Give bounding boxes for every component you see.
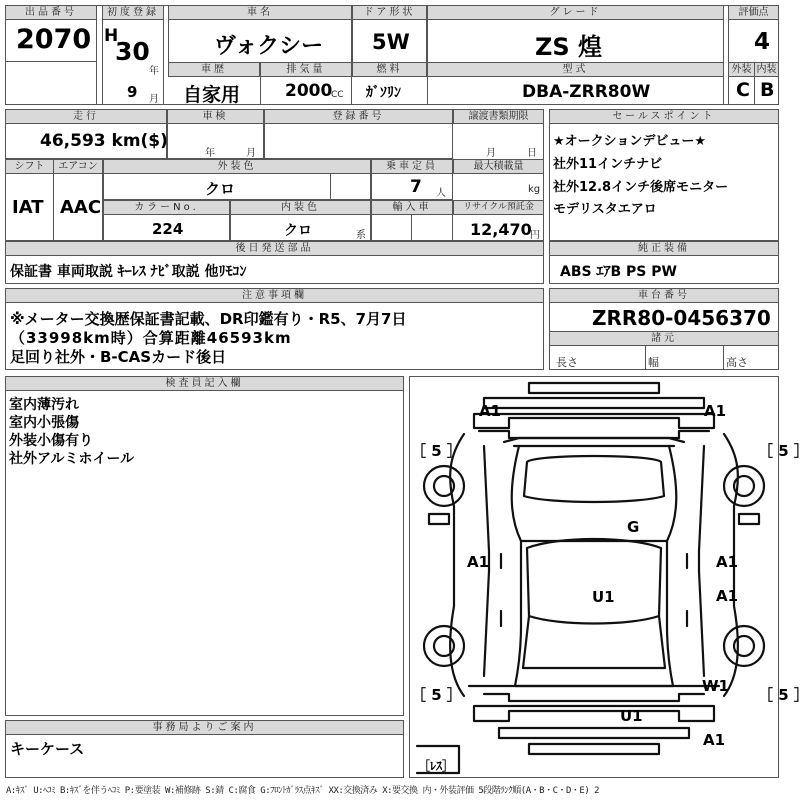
reg-year: 30 <box>115 37 150 66</box>
fuel-value: ｶﾞｿﾘﾝ <box>366 85 401 101</box>
history-value: 自家用 <box>183 84 241 106</box>
door-header: ドア形状 <box>352 5 427 20</box>
recycle-unit: 円 <box>530 230 540 241</box>
ext-color-divider <box>330 173 331 200</box>
model-header: 型式 <box>427 62 724 77</box>
sales-point-item: 社外12.8インチ後席モニター <box>553 180 729 195</box>
legend: A:ｷｽﾞ U:ﾍｺﾐ B:ｷｽﾞを伴うﾍｺﾐ P:要塗装 W:補修跡 S:錆 C:腐食 G:ﾌﾛﾝﾄｶﾞﾗｽ点ｷｽﾞ XX:交換済み X:要交換 内・外装評価 5段階ﾗﾝｸ順(A・B・C・D・E) 2 <box>6 786 600 796</box>
grade-name: ZS 煌 <box>535 33 603 61</box>
lot-number: 2070 <box>16 24 92 55</box>
int-color-value: クロ <box>284 223 312 239</box>
year-unit: 年 <box>149 66 159 77</box>
color-no-header: カラーNo. <box>103 200 230 215</box>
transfer-day-unit: 日 <box>527 148 537 159</box>
displacement-header: 排気量 <box>260 62 352 77</box>
dims-divider <box>645 345 646 370</box>
mark-a1-rear-bumper: A1 <box>703 731 726 749</box>
later-parts-header: 後日発送部品 <box>5 241 544 256</box>
insp-year-unit: 年 <box>205 148 215 159</box>
ext-color-header: 外装色 <box>103 159 371 174</box>
mark-a1-front-right: A1 <box>704 402 727 420</box>
notes-line: （33998km時）合算距離46593km <box>10 329 292 347</box>
recycle-value: 12,470 <box>470 220 532 239</box>
sales-point-item: 社外11インチナビ <box>553 157 663 172</box>
load-unit: kg <box>528 184 541 195</box>
sales-point-item: モデリスタエアロ <box>553 202 657 217</box>
ext-grade-header: 外装 <box>728 62 755 77</box>
mark-tire-rear-left: ［ 5 ］ <box>411 686 462 704</box>
regno-cell <box>264 123 453 159</box>
first-reg-header: 初度登録 <box>102 5 164 20</box>
width-label: 幅 <box>648 356 659 369</box>
reg-month: 9 <box>127 83 138 101</box>
transfer-header: 譲渡書類期限 <box>453 109 544 124</box>
chassis-number: ZRR80-0456370 <box>592 306 771 330</box>
office-text: キーケース <box>10 740 85 758</box>
mark-w1-right-rear: W1 <box>702 677 729 695</box>
inspection-header: 車検 <box>167 109 264 124</box>
mileage-header: 走行 <box>5 109 167 124</box>
office-header: 事務局よりご案内 <box>5 720 404 735</box>
mark-tire-rear-right: ［ 5 ］ <box>758 686 809 704</box>
load-header: 最大積載量 <box>453 159 544 174</box>
shift-value: IAT <box>12 197 44 218</box>
notes-line: ※メーター交換歴保証書記載、DR印鑑有り・R5、7月7日 <box>10 310 407 328</box>
car-diagram <box>409 376 779 778</box>
era-letter: H <box>104 26 119 46</box>
notes-line: 足回り社外・B-CASカード後日 <box>10 348 227 366</box>
lot-header: 出品番号 <box>5 5 97 20</box>
dims-divider <box>723 345 724 370</box>
height-label: 高さ <box>726 356 748 369</box>
recycle-header: リサイクル預託金 <box>453 200 544 215</box>
model-value: DBA-ZRR80W <box>522 82 651 102</box>
fuel-header: 燃料 <box>352 62 427 77</box>
inspector-line: 室内薄汚れ <box>9 397 79 413</box>
import-divider <box>411 214 412 241</box>
mileage-value: 46,593 km($) <box>40 131 168 151</box>
mark-a1-left-door: A1 <box>467 553 490 571</box>
ext-color-value: クロ <box>205 180 236 198</box>
inspector-header: 検査員記入欄 <box>5 376 404 391</box>
mark-a1-right-door-front: A1 <box>716 553 739 571</box>
genuine-header: 純正装備 <box>549 241 779 256</box>
int-grade-header: 内装 <box>754 62 779 77</box>
length-label: 長さ <box>556 356 578 369</box>
later-parts-text: 保証書 車両取説 ｷｰﾚｽ ﾅﾋﾞ取説 他ﾘﾓｺﾝ <box>10 264 247 280</box>
import-cell <box>371 214 453 241</box>
transfer-month-unit: 月 <box>486 148 496 159</box>
capacity-unit: 人 <box>436 188 446 199</box>
inspector-line: 外装小傷有り <box>9 433 93 449</box>
ac-value: AAC <box>60 197 102 218</box>
mark-tire-front-left: ［ 5 ］ <box>411 442 462 460</box>
import-header: 輸入車 <box>371 200 453 215</box>
capacity-header: 乗車定員 <box>371 159 453 174</box>
displacement-value: 2000 <box>285 81 333 101</box>
int-color-unit: 系 <box>356 230 366 241</box>
score-header: 評価点 <box>728 5 779 20</box>
car-name: ヴォクシー <box>214 34 324 59</box>
mark-g-windshield: G <box>627 518 640 536</box>
capacity-value: 7 <box>410 177 422 197</box>
displacement-unit: CC <box>331 90 344 100</box>
month-unit: 月 <box>149 94 159 105</box>
door-type: 5W <box>372 30 410 54</box>
regno-header: 登録番号 <box>264 109 453 124</box>
insp-month-unit: 月 <box>246 148 256 159</box>
mark-u1-rear: U1 <box>620 707 643 725</box>
sales-points-header: セールスポイント <box>549 109 779 124</box>
mark-a1-front-left: A1 <box>479 402 502 420</box>
inspector-line: 室内小張傷 <box>9 415 79 431</box>
color-no-value: 224 <box>152 220 184 238</box>
inspector-line: 社外アルミホイール <box>9 451 135 467</box>
history-header: 車歴 <box>168 62 260 77</box>
sales-point-item: ★オークションデビュー★ <box>553 134 707 149</box>
ext-grade: C <box>736 79 750 101</box>
mark-tire-front-right: ［ 5 ］ <box>758 442 809 460</box>
car-name-header: 車名 <box>168 5 352 20</box>
genuine-text: ABS ｴｱB PS PW <box>560 264 677 280</box>
lot-divider <box>5 61 97 62</box>
ac-header: エアコン <box>53 159 103 174</box>
dims-header: 諸元 <box>549 331 779 346</box>
shift-header: シフト <box>5 159 54 174</box>
mark-spare-tire: ［ﾚｽ］ <box>418 759 455 773</box>
int-grade: B <box>760 79 775 101</box>
mark-u1-roof: U1 <box>592 588 615 606</box>
mark-a1-right-door-rear: A1 <box>716 587 739 605</box>
int-color-header: 内装色 <box>230 200 371 215</box>
grade-header: グレード <box>427 5 724 20</box>
notes-header: 注意事項欄 <box>5 288 544 303</box>
chassis-header: 車台番号 <box>549 288 779 303</box>
score-value: 4 <box>754 29 771 55</box>
